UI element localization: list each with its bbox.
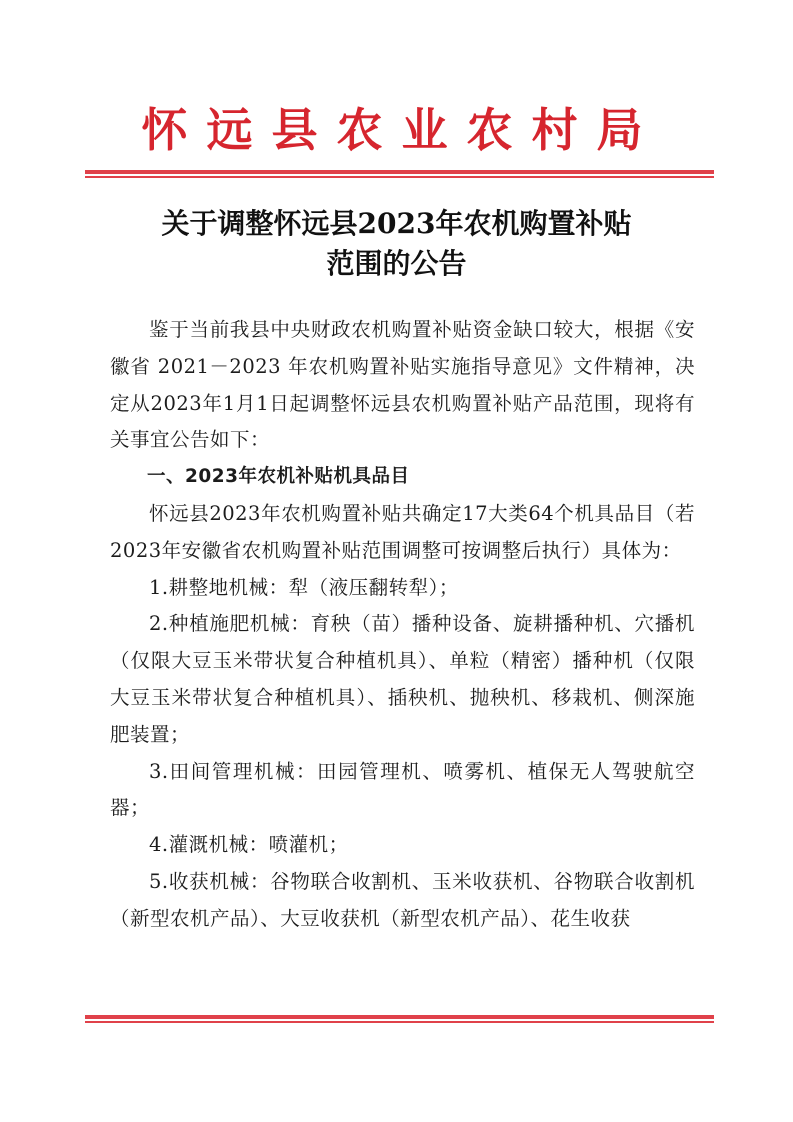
document-title-line-1: 关于调整怀远县2023年农机购置补贴	[161, 207, 632, 240]
document-title-line-2: 范围的公告	[326, 247, 467, 280]
footer-red-rule	[85, 1015, 714, 1024]
red-rule-thin-line	[85, 1021, 714, 1023]
masthead-red-rule	[85, 170, 714, 179]
intro-paragraph: 鉴于当前我县中央财政农机购置补贴资金缺口较大，根据《安徽省 2021－2023 年农机购置补贴实施指导意见》文件精神，决定从2023年1月1日起调整怀远县农机购置补贴产品范围，现将有关事宜公告如下：	[110, 318, 695, 452]
red-rule-thick-line	[85, 1015, 714, 1019]
section-heading-1: 一、2023年农机补贴机具品目	[147, 466, 410, 488]
list-item-tillage: 1.耕整地机械：犁（液压翻转犁）；	[149, 575, 459, 599]
list-item-planting: 2.种植施肥机械：育秧（苗）播种设备、旋耕播种机、穴播机（仅限大豆玉米带状复合种植机具）、单粒（精密）播种机（仅限大豆玉米带状复合种植机具）、插秧机、抛秧机、移栽机、侧深施肥装置；	[110, 612, 695, 746]
issuing-authority-name: 怀远县农业农村局	[141, 103, 662, 157]
list-item-harvesting: 5.收获机械：谷物联合收割机、玉米收获机、谷物联合收割机（新型农机产品）、大豆收获机（新型农机产品）、花生收获	[110, 869, 695, 930]
red-rule-thin-line	[85, 176, 714, 178]
red-rule-thick-line	[85, 170, 714, 174]
list-item-irrigation: 4.灌溉机械：喷灌机；	[149, 833, 349, 857]
document-body	[110, 312, 695, 938]
section-1-paragraph: 怀远县2023年农机购置补贴共确定17大类64个机具品目（若2023年安徽省农机购置补贴范围调整可按调整后执行）具体为：	[110, 501, 695, 562]
list-item-field-management: 3.田间管理机械：田园管理机、喷雾机、植保无人驾驶航空器；	[110, 759, 695, 820]
